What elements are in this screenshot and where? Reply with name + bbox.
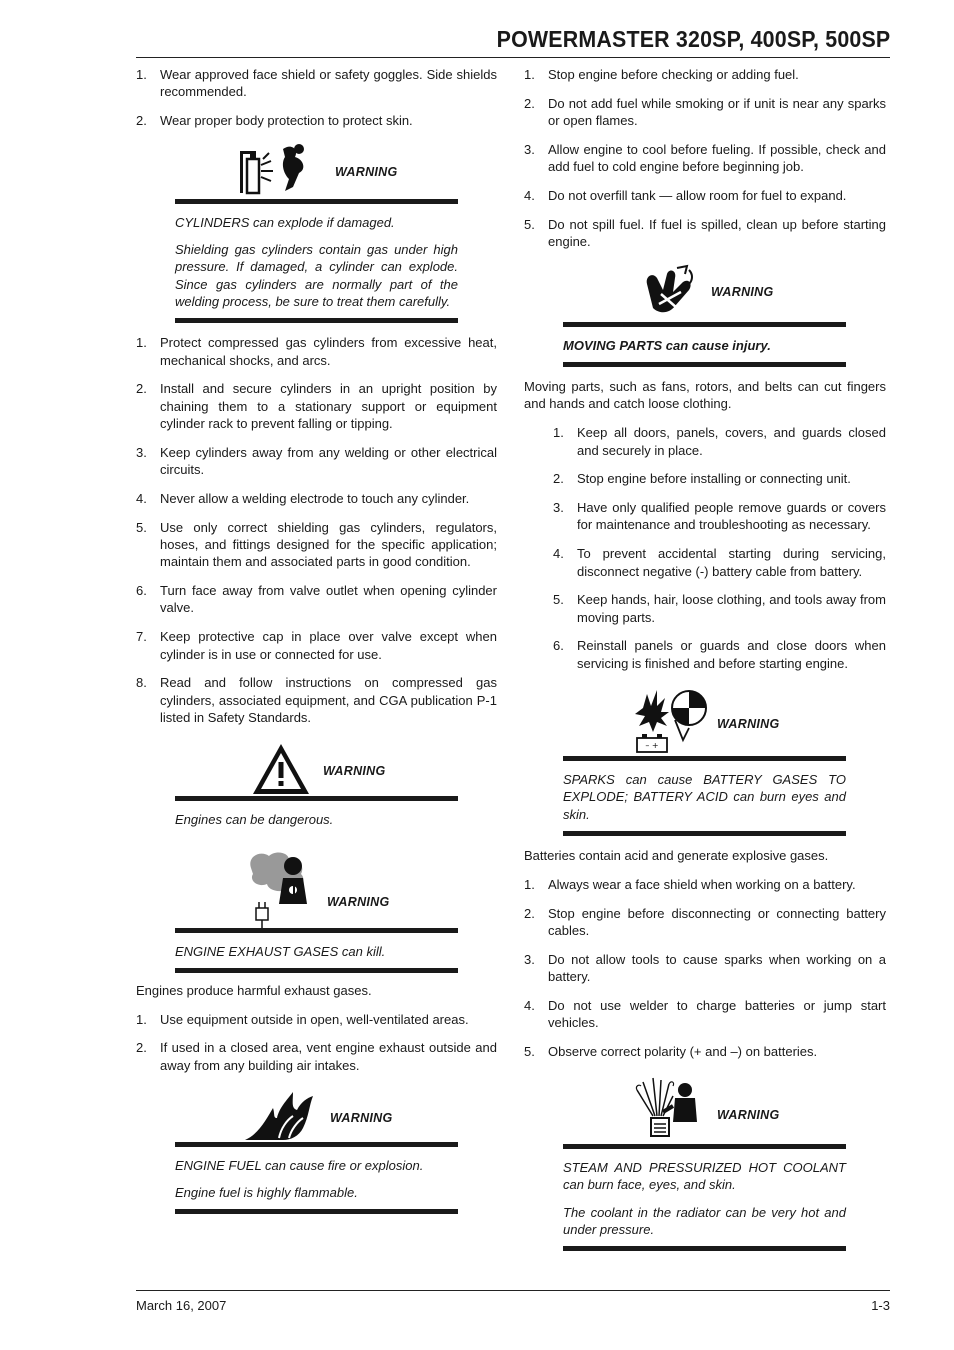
list-item: 1. Use equipment outside in open, well-ventilated areas. bbox=[136, 1011, 469, 1027]
warning-label: WARNING bbox=[323, 764, 386, 779]
list-item: 2. Wear proper body protection to protect skin. bbox=[136, 113, 413, 129]
list-item: 5. Keep hands, hair, loose clothing, and tools away from moving parts. bbox=[553, 592, 886, 625]
eye-protection-list bbox=[136, 66, 497, 129]
warning-text: Engine fuel is highly flammable. bbox=[175, 1184, 358, 1200]
list-item: 4. Do not overfill tank — allow room for fuel to expand. bbox=[524, 187, 847, 203]
list-item: 5. Do not spill fuel. If fuel is spilled, clean up before starting engine. bbox=[524, 216, 886, 250]
battery-warning-box bbox=[563, 684, 846, 836]
list-item: 1. Wear approved face shield or safety goggles. Side shields recommended. bbox=[136, 67, 497, 100]
cylinders-warning-box bbox=[175, 141, 458, 323]
list-item: 3. Do not allow tools to cause sparks when working on a battery. bbox=[524, 951, 886, 984]
flame-icon bbox=[243, 1088, 317, 1146]
warning-label: WARNING bbox=[327, 894, 390, 909]
list-item: 5. Observe correct polarity (+ and –) on batteries. bbox=[524, 1043, 818, 1059]
warning-heading: MOVING PARTS can cause injury. bbox=[563, 337, 771, 353]
list-item: 6. Reinstall panels or guards and close doors when servicing is finished and before starting engine. bbox=[553, 638, 886, 671]
warning-bottom-bar bbox=[175, 318, 458, 323]
warning-heading: Engines can be dangerous. bbox=[175, 812, 334, 828]
warning-bottom-bar bbox=[563, 831, 846, 836]
warning-text: Shielding gas cylinders contain gas under high pressure. If damaged, a cylinder can explode. Since gas cylinders are normally part of the welding process, be sure to treat them carefully. bbox=[175, 242, 458, 310]
footer-date: March 16, 2007 bbox=[136, 1298, 227, 1313]
exhaust-warning-box bbox=[175, 848, 458, 973]
cylinders-list bbox=[136, 334, 497, 726]
moving-parts-hand-icon bbox=[641, 264, 695, 322]
warning-label: WARNING bbox=[717, 717, 780, 732]
paragraph: Moving parts, such as fans, rotors, and belts can cut fingers and hands and catch loose clothing. bbox=[524, 379, 886, 412]
footer-rule bbox=[136, 1290, 890, 1291]
list-item: 4. Do not use welder to charge batteries or jump start vehicles. bbox=[524, 997, 886, 1030]
list-item: 5. Use only correct shielding gas cylinders, regulators, hoses, and fittings designed for the specific application; maintain them and associated parts in good condition. bbox=[136, 519, 497, 570]
list-item: 3. Allow engine to cool before fueling. If possible, check and add fuel to cold engine before beginning job. bbox=[524, 141, 886, 175]
hot-coolant-steam-icon bbox=[633, 1076, 699, 1144]
list-item: 2. Stop engine before disconnecting or connecting battery cables. bbox=[524, 905, 886, 938]
warning-heading: STEAM AND PRESSURIZED HOT COOLANT can burn face, eyes, and skin. bbox=[563, 1160, 846, 1193]
list-item: 6. Turn face away from valve outlet when opening cylinder valve. bbox=[136, 583, 497, 616]
exhaust-fumes-icon bbox=[247, 850, 313, 932]
warning-bottom-bar bbox=[563, 362, 846, 367]
list-item: 2. Do not add fuel while smoking or if unit is near any sparks or open flames. bbox=[524, 95, 886, 129]
warning-label: WARNING bbox=[335, 164, 398, 179]
fuel-warning-box bbox=[175, 1086, 458, 1215]
gas-cylinder-explosion-icon bbox=[239, 143, 313, 199]
list-item: 1. Protect compressed gas cylinders from excessive heat, mechanical shocks, and arcs. bbox=[136, 335, 497, 368]
header-rule bbox=[136, 57, 890, 58]
list-item: 1. Stop engine before checking or adding fuel. bbox=[524, 67, 799, 82]
paragraph: Engines produce harmful exhaust gases. bbox=[136, 982, 372, 998]
exhaust-list bbox=[136, 1011, 497, 1074]
moving-parts-warning-box bbox=[563, 262, 846, 367]
warning-heading: SPARKS can cause BATTERY GASES TO EXPLODE; BATTERY ACID can burn eyes and skin. bbox=[563, 772, 846, 822]
coolant-warning-box bbox=[563, 1074, 846, 1251]
page-number: 1-3 bbox=[871, 1298, 890, 1313]
list-item: 2. If used in a closed area, vent engine exhaust outside and away from any building air intakes. bbox=[136, 1040, 497, 1073]
warning-text: The coolant in the radiator can be very hot and under pressure. bbox=[563, 1204, 846, 1237]
right-column bbox=[524, 66, 886, 1262]
list-item: 4. To prevent accidental starting during servicing, disconnect negative (-) battery cable from battery. bbox=[553, 546, 886, 579]
left-column bbox=[136, 66, 497, 1225]
warning-heading: ENGINE FUEL can cause fire or explosion. bbox=[175, 1157, 424, 1173]
warning-bottom-bar bbox=[175, 1209, 458, 1214]
list-item: 2. Stop engine before installing or connecting unit. bbox=[553, 471, 851, 487]
list-item: 8. Read and follow instructions on compressed gas cylinders, associated equipment, and CGA publication P-1 listed in Safety Standards. bbox=[136, 675, 497, 725]
warning-heading: ENGINE EXHAUST GASES can kill. bbox=[175, 943, 386, 959]
engines-warning-box bbox=[175, 740, 458, 836]
warning-bottom-bar bbox=[563, 1246, 846, 1251]
list-item: 3. Keep cylinders away from any welding or other electrical circuits. bbox=[136, 444, 497, 478]
page-title: POWERMASTER 320SP, 400SP, 500SP bbox=[496, 26, 890, 52]
battery-explosion-icon bbox=[633, 686, 707, 760]
warning-heading: CYLINDERS can explode if damaged. bbox=[175, 214, 395, 230]
warning-bottom-bar bbox=[175, 968, 458, 973]
exclamation-triangle-icon bbox=[251, 742, 311, 800]
battery-polarity-label: – + bbox=[645, 741, 659, 751]
list-item: 3. Have only qualified people remove guards or covers for maintenance and troubleshooting as necessary. bbox=[553, 500, 886, 533]
list-item: 7. Keep protective cap in place over valve except when cylinder is in use or connected for use. bbox=[136, 629, 497, 662]
list-item: 2. Install and secure cylinders in an upright position by chaining them to a stationary support or equipment cylinder rack to prevent falling or tipping. bbox=[136, 381, 497, 432]
warning-label: WARNING bbox=[711, 284, 774, 299]
warning-label: WARNING bbox=[330, 1110, 393, 1125]
list-item: 4. Never allow a welding electrode to touch any cylinder. bbox=[136, 490, 470, 506]
warning-label: WARNING bbox=[717, 1108, 780, 1123]
paragraph: Batteries contain acid and generate explosive gases. bbox=[524, 847, 829, 863]
battery-list bbox=[524, 876, 886, 1060]
list-item: 1. Always wear a face shield when working on a battery. bbox=[524, 876, 856, 892]
list-item: 1. Keep all doors, panels, covers, and guards closed and securely in place. bbox=[553, 425, 886, 458]
moving-parts-list bbox=[553, 424, 886, 672]
fuel-list bbox=[524, 66, 886, 250]
